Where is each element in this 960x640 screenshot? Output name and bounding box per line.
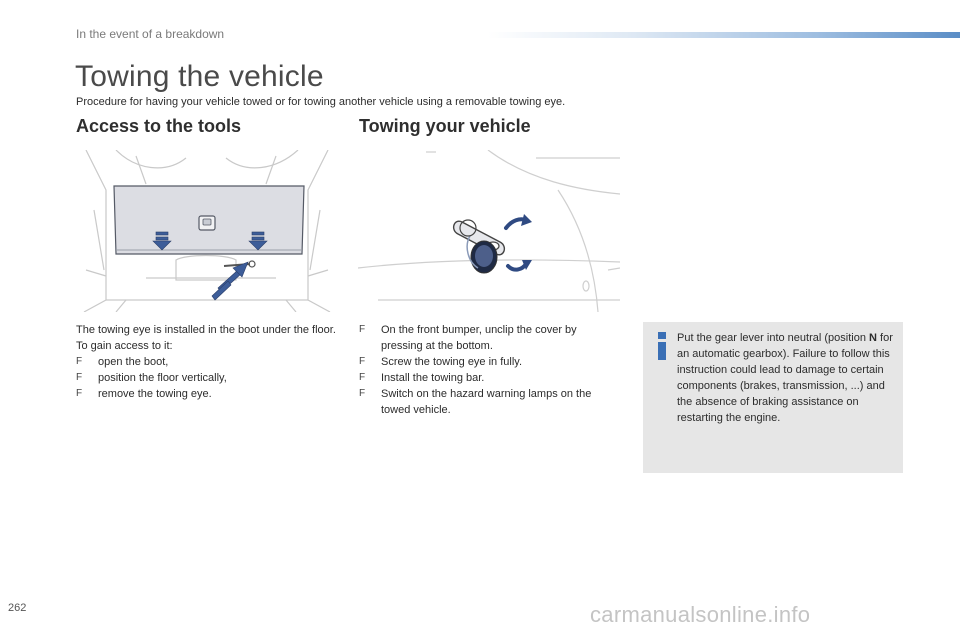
list-item: F On the front bumper, unclip the cover by pressing at the bottom. — [359, 324, 577, 352]
access-heading: Access to the tools — [76, 116, 242, 136]
bumper-illustration — [358, 150, 620, 312]
page-number: 262 — [8, 602, 27, 614]
list-item: F position the floor vertically, — [76, 372, 227, 384]
list-item: F open the boot, — [76, 356, 169, 368]
bullet-mark: F — [76, 372, 83, 383]
access-paragraph-2: To gain access to it: — [76, 340, 173, 352]
list-item: F remove the towing eye. — [76, 388, 212, 400]
intro-text: Procedure for having your vehicle towed or for towing another vehicle using a removable towing eye. — [76, 96, 566, 108]
info-text: Put the gear lever into neutral (position N for an automatic gearbox). Failure to follow this instruction could lead to damage to certain components (brakes, transmission, ...) and the absence of braking assistance on restarting the engine. — [677, 332, 893, 424]
bullet-mark: F — [76, 356, 83, 367]
boot-illustration — [76, 150, 338, 312]
towing-instructions — [359, 322, 621, 418]
bullet-mark: F — [359, 324, 366, 335]
access-instructions — [76, 322, 338, 402]
header-accent-bar — [488, 32, 960, 38]
bullet-mark: F — [76, 388, 83, 399]
gear-position: N — [869, 332, 877, 344]
list-item: F Switch on the hazard warning lamps on the towed vehicle. — [359, 388, 592, 416]
page-title: Towing the vehicle — [75, 60, 324, 93]
section-header: In the event of a breakdown — [76, 27, 225, 41]
access-steps — [76, 354, 338, 402]
info-icon — [655, 332, 669, 360]
access-paragraph-1: The towing eye is installed in the boot under the floor. — [76, 324, 336, 336]
bullet-mark: F — [359, 388, 366, 399]
towing-heading: Towing your vehicle — [359, 116, 531, 136]
list-item: F Screw the towing eye in fully. — [359, 356, 523, 368]
bullet-mark: F — [359, 356, 366, 367]
info-box — [643, 322, 903, 473]
watermark: carmanualsonline.info — [590, 602, 811, 627]
list-item: F Install the towing bar. — [359, 372, 485, 384]
bullet-mark: F — [359, 372, 366, 383]
towing-steps — [359, 322, 621, 418]
